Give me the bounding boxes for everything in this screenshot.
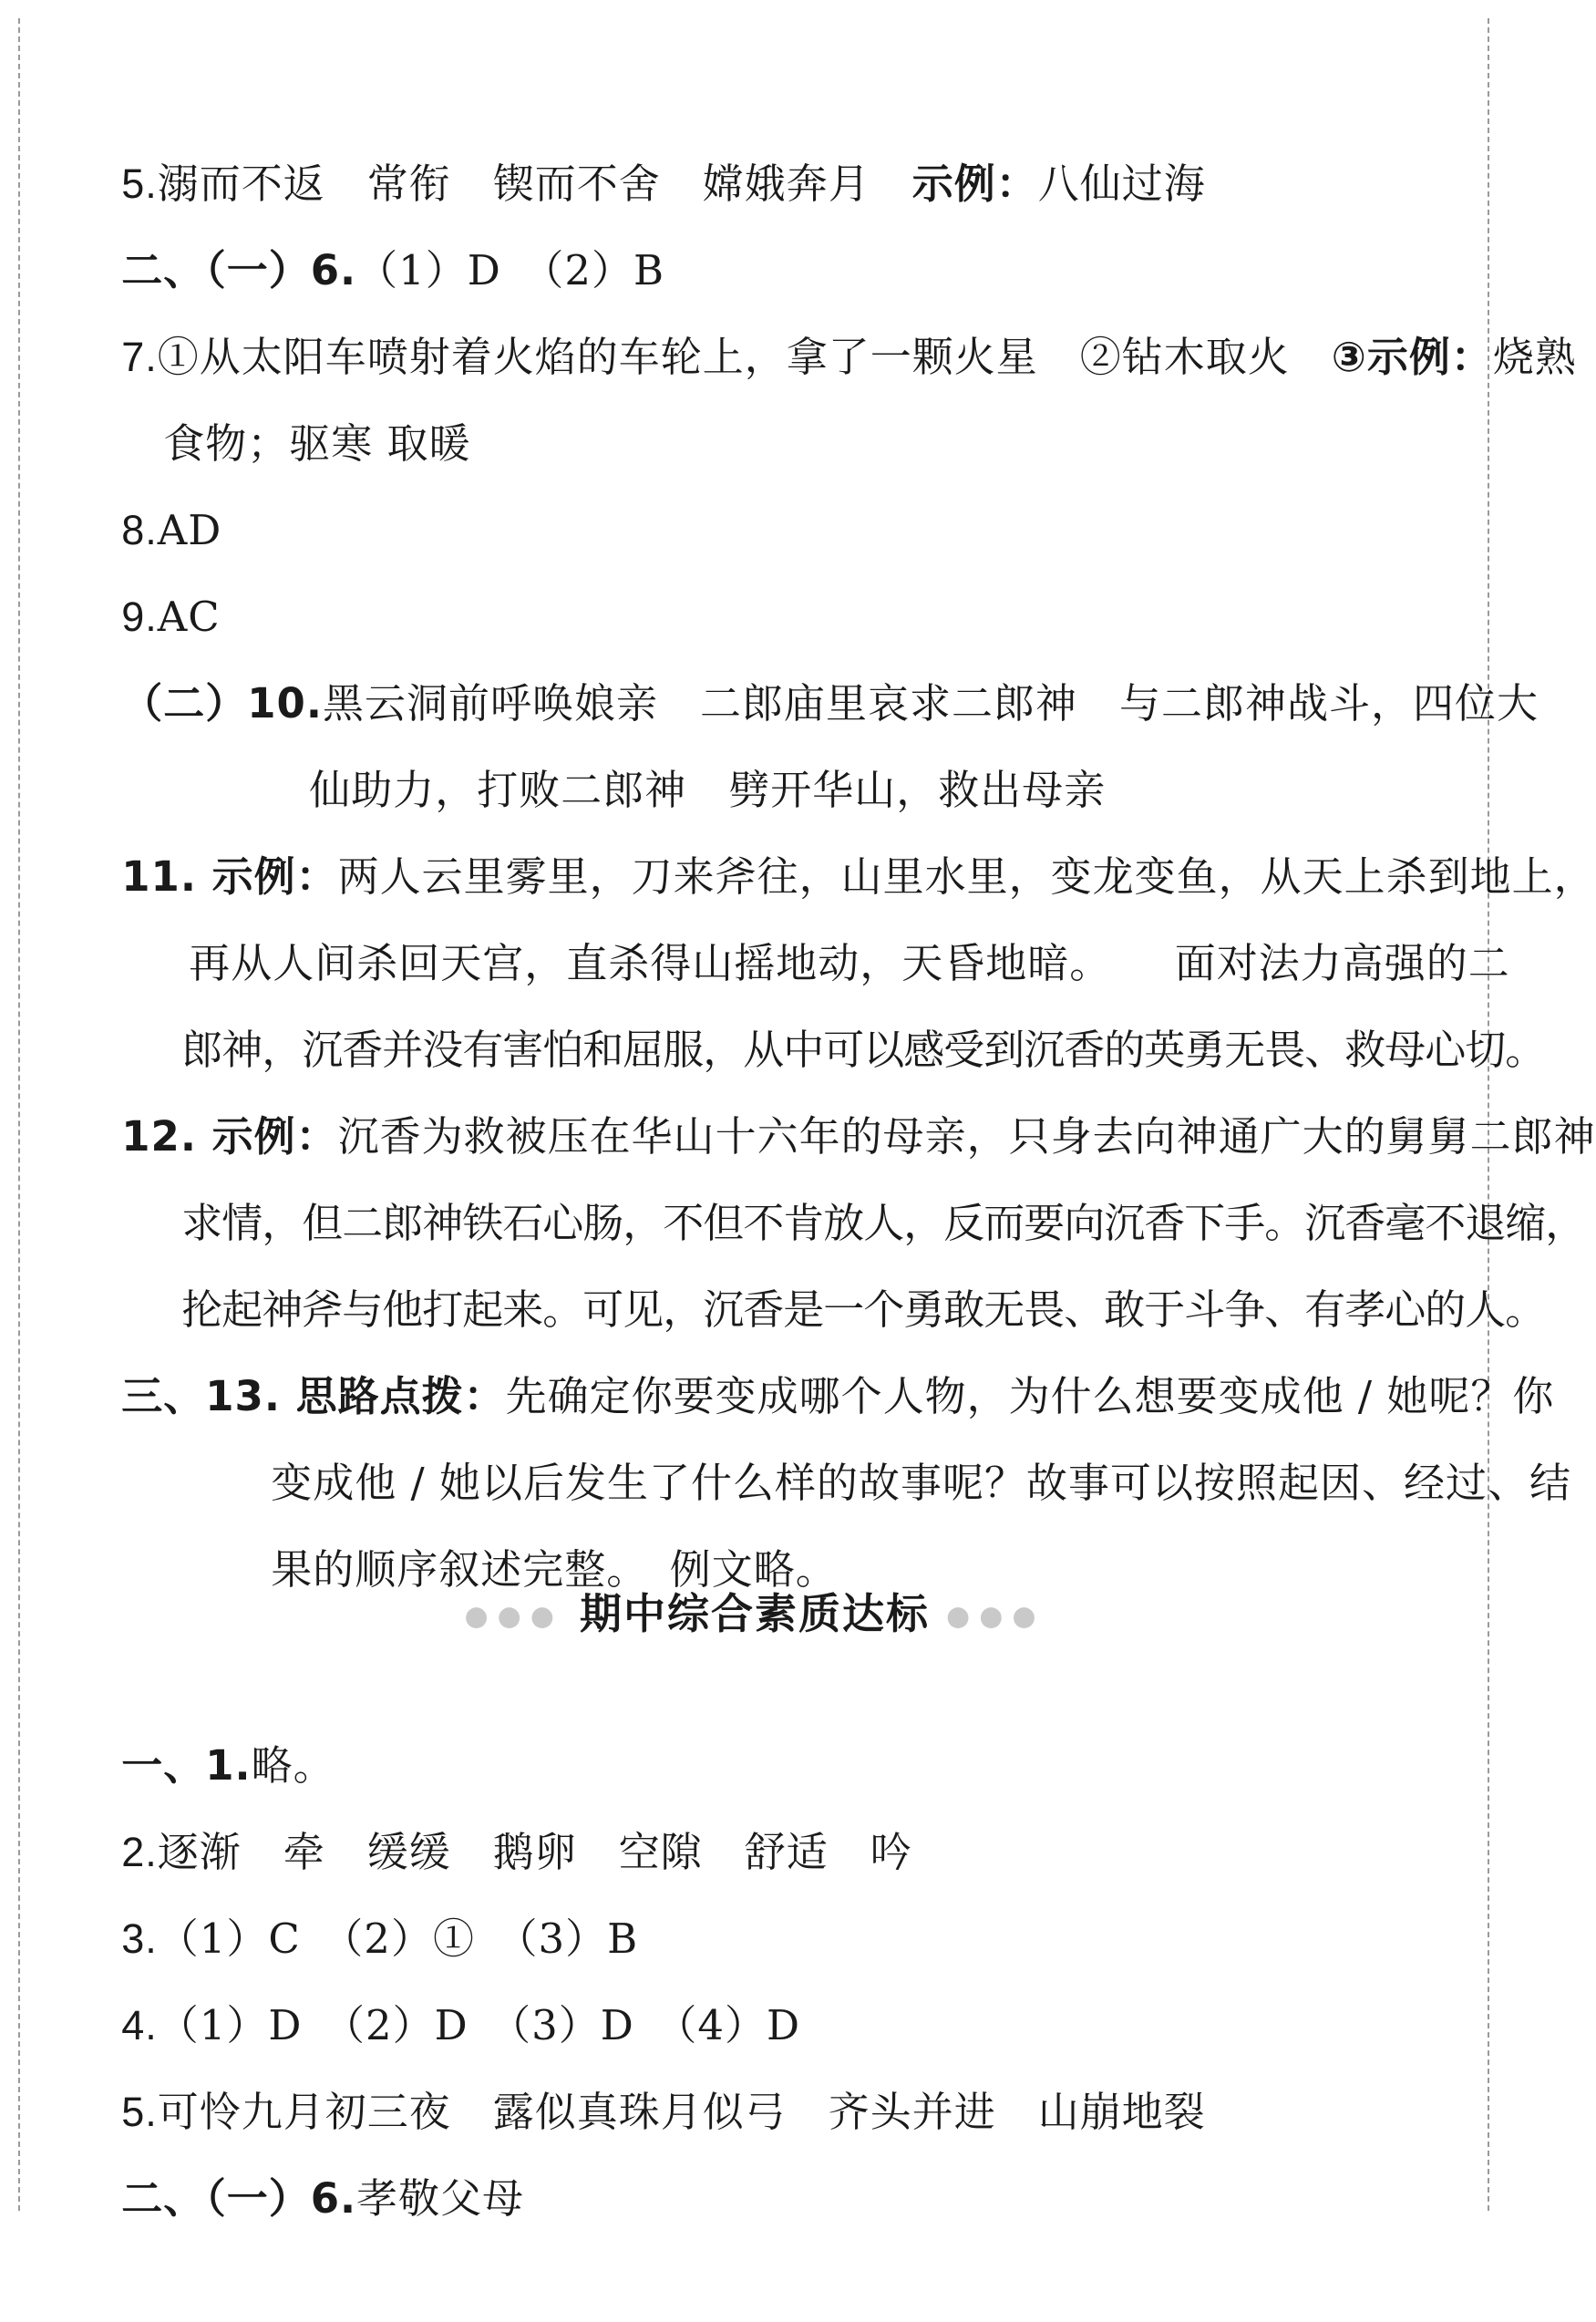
answer-text: ①从太阳车喷射着火焰的车轮上，拿了一颗火星 ②钻木取火 bbox=[157, 333, 1332, 381]
answer-text: AC bbox=[157, 593, 221, 641]
item-number: 8. bbox=[121, 507, 158, 553]
item-number: 二、（一）6. bbox=[121, 246, 357, 294]
answer-text: 先确定你要变成哪个人物，为什么想要变成他 / 她呢？你 bbox=[505, 1372, 1555, 1420]
item-number: 4. bbox=[121, 2002, 158, 2049]
item-number: 三、13. 思路点拨： bbox=[121, 1372, 506, 1420]
answer-text: 八仙过海 bbox=[1037, 160, 1206, 208]
page-border-left bbox=[18, 18, 20, 2211]
item-number: 9. bbox=[121, 593, 158, 640]
answer-text: 郎神，沉香并没有害怕和屈服，从中可以感受到沉香的英勇无畏、救母心切。 bbox=[181, 1026, 1546, 1074]
answer-text: 烧熟 bbox=[1492, 333, 1577, 381]
answer-text: 溺而不返 常衔 锲而不舍 嫦娥奔月 bbox=[157, 160, 912, 208]
item-number: 2. bbox=[121, 1829, 158, 1875]
answer-text: 食物；驱寒 取暖 bbox=[163, 419, 471, 468]
answer-text: 再从人间杀回天宫，直杀得山摇地动，天昏地暗。 面对法力高强的二 bbox=[189, 939, 1510, 987]
answer-text: 抡起神斧与他打起来。可见，沉香是一个勇敢无畏、敢于斗争、有孝心的人。 bbox=[181, 1285, 1546, 1334]
answer-text: 可怜九月初三夜 露似真珠月似弓 齐头并进 山崩地裂 bbox=[157, 2088, 1206, 2136]
item-number: （二）10. bbox=[121, 679, 323, 728]
item-number: 12. 示例： bbox=[121, 1112, 338, 1161]
answer-text: （1）D （2）D （3）D （4）D bbox=[157, 2001, 801, 2049]
item-number: 5. bbox=[121, 160, 158, 207]
section-title-text: 期中综合素质达标 bbox=[580, 1589, 930, 1638]
answer-text: 沉香为救被压在华山十六年的母亲，只身去向神通广大的舅舅二郎神 bbox=[337, 1112, 1596, 1161]
answer-text: 黑云洞前呼唤娘亲 二郎庙里哀求二郎神 与二郎神战斗，四位大 bbox=[322, 679, 1539, 728]
item-number: 3. bbox=[121, 1915, 158, 1962]
answer-text: 变成他 / 她以后发生了什么样的故事呢？故事可以按照起因、经过、结 bbox=[271, 1459, 1571, 1507]
item-number: 二、（一）6. bbox=[121, 2174, 357, 2223]
answer-text: 求情，但二郎神铁石心肠，不但不肯放人，反而要向沉香下手。沉香毫不退缩， bbox=[181, 1199, 1586, 1247]
section-title bbox=[0, 1586, 1509, 1641]
decorative-dots: ●●● bbox=[946, 1600, 1045, 1633]
answer-text: 果的顺序叙述完整。 例文略。 bbox=[271, 1545, 838, 1594]
decorative-dots: ●●● bbox=[464, 1600, 563, 1633]
answer-text: 逐渐 牵 缓缓 鹅卵 空隙 舒适 吟 bbox=[157, 1828, 912, 1876]
answer-text: 两人云里雾里，刀来斧往，山里水里，变龙变鱼，从天上杀到地上， bbox=[337, 852, 1596, 901]
answer-text: （1）C （2）① （3）B bbox=[157, 1914, 639, 1963]
answer-text: AD bbox=[157, 506, 222, 554]
answer-line bbox=[66, 2117, 524, 2281]
item-number: 11. 示例： bbox=[121, 852, 338, 901]
answer-text: 孝敬父母 bbox=[356, 2174, 525, 2223]
answer-text: 仙助力，打败二郎神 劈开华山，救出母亲 bbox=[309, 766, 1107, 814]
answer-text: （1）D （2）B bbox=[356, 246, 665, 294]
example-label: ③示例： bbox=[1331, 333, 1493, 381]
item-number: 一、1. bbox=[121, 1741, 252, 1790]
answer-text: 略。 bbox=[251, 1741, 335, 1790]
example-label: 示例： bbox=[911, 160, 1038, 208]
item-number: 7. bbox=[121, 334, 158, 380]
item-number: 5. bbox=[121, 2089, 158, 2135]
